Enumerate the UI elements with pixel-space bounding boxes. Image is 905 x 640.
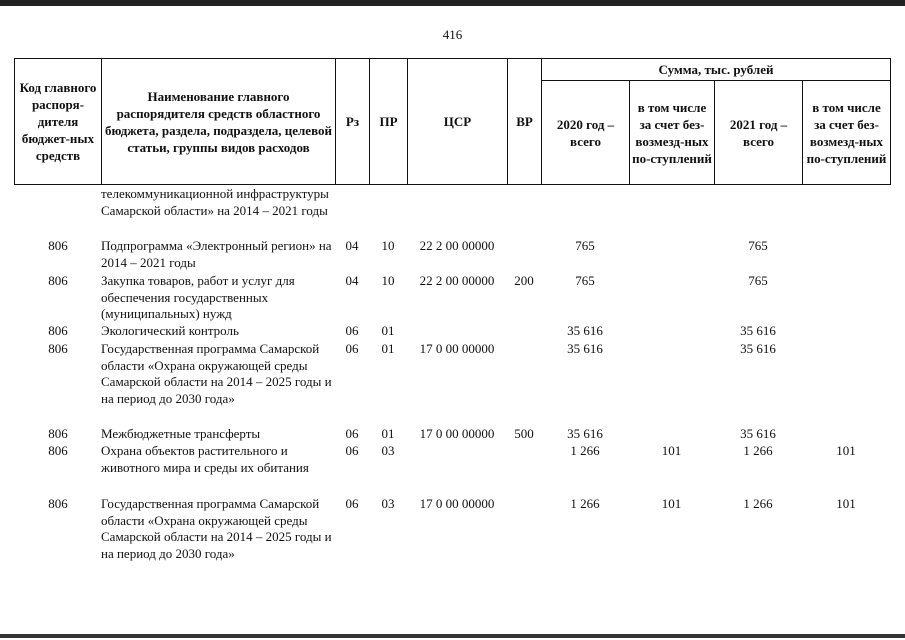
cell-free-2021: 101 — [836, 443, 856, 458]
cell-rz: 04 — [345, 238, 359, 253]
cell-code: 806 — [48, 238, 68, 253]
scan-edge-bottom — [0, 634, 905, 638]
cell-code: 806 — [48, 496, 68, 511]
table-row — [0, 273, 905, 323]
header-2020-total: 2020 год – всего — [542, 81, 630, 185]
cell-sum-2020: 765 — [575, 273, 595, 288]
cell-name: Подпрограмма «Электронный регион» на 2014 – 2021 годы — [101, 238, 332, 270]
header-rz: Рз — [336, 59, 370, 185]
table-row — [0, 341, 905, 426]
cell-code: 806 — [48, 443, 68, 458]
scan-edge-top — [0, 0, 905, 6]
cell-sum-2020: 765 — [575, 238, 595, 253]
table-row — [0, 443, 905, 496]
cell-code: 806 — [48, 341, 68, 356]
cell-vr: 200 — [514, 273, 534, 288]
cell-name: Межбюджетные трансферты — [101, 426, 261, 441]
cell-sum-2020: 1 266 — [570, 496, 600, 511]
cell-code: 806 — [48, 426, 68, 441]
cell-sum-2021: 1 266 — [743, 496, 773, 511]
cell-rz: 04 — [345, 273, 359, 288]
cell-name: Государственная программа Самарской области «Охрана окружающей среды Самарской области на 2014 – 2025 годы и на период до 2030 года» — [101, 341, 332, 406]
header-2020-free: в том числе за счет без-возмезд-ных по-ступлений — [630, 81, 715, 185]
header-vr: ВР — [508, 59, 542, 185]
cell-name: Экологический контроль — [101, 323, 239, 338]
cell-name: Государственная программа Самарской области «Охрана окружающей среды Самарской области на 2014 – 2025 годы и на период до 2030 года» — [101, 496, 332, 561]
cell-free-2020: 101 — [661, 496, 682, 511]
cell-sum-2020: 35 616 — [567, 426, 603, 441]
cell-free-2020: 101 — [661, 443, 682, 458]
cell-free-2021: 101 — [836, 496, 856, 511]
table-body — [0, 186, 905, 581]
cell-csr: 17 0 00 00000 — [419, 341, 495, 356]
cell-sum-2021: 765 — [748, 238, 768, 253]
table-row — [0, 186, 905, 238]
header-csr: ЦСР — [408, 59, 508, 185]
table-row — [0, 496, 905, 581]
cell-pr: 10 — [381, 273, 395, 288]
cell-pr: 03 — [381, 496, 395, 511]
cell-name: Охрана объектов растительного и животного мира и среды их обитания — [101, 443, 309, 475]
header-name: Наименование главного распорядителя средств областного бюджета, раздела, подраздела, целевой статьи, группы видов расходов — [102, 59, 336, 185]
page-number: 416 — [442, 27, 463, 42]
table-header — [14, 58, 891, 185]
cell-csr: 17 0 00 00000 — [419, 496, 495, 511]
cell-sum-2021: 1 266 — [743, 443, 773, 458]
table-row — [0, 426, 905, 443]
cell-sum-2021: 35 616 — [740, 426, 776, 441]
cell-name: телекоммуникационной инфраструктуры Самарской области» на 2014 – 2021 годы — [101, 186, 329, 218]
cell-csr: 22 2 00 00000 — [419, 238, 495, 253]
cell-pr: 10 — [381, 238, 395, 253]
cell-sum-2021: 35 616 — [740, 323, 776, 338]
cell-rz: 06 — [345, 443, 359, 458]
cell-pr: 03 — [381, 443, 395, 458]
cell-code: 806 — [48, 273, 68, 288]
header-pr: ПР — [370, 59, 408, 185]
cell-sum-2020: 35 616 — [567, 341, 603, 356]
table-row — [0, 238, 905, 273]
cell-pr: 01 — [381, 341, 395, 356]
header-code: Код главного распоря-дителя бюджет-ных средств — [15, 59, 102, 185]
cell-rz: 06 — [345, 323, 359, 338]
cell-rz: 06 — [345, 496, 359, 511]
cell-pr: 01 — [381, 323, 395, 338]
cell-csr: 17 0 00 00000 — [419, 426, 495, 441]
cell-rz: 06 — [345, 341, 359, 356]
cell-csr: 22 2 00 00000 — [419, 273, 495, 288]
cell-sum-2020: 35 616 — [567, 323, 603, 338]
cell-sum-2021: 765 — [748, 273, 768, 288]
cell-sum-2020: 1 266 — [570, 443, 600, 458]
table-row — [0, 323, 905, 341]
cell-code: 806 — [48, 323, 68, 338]
header-2021-free: в том числе за счет без-возмезд-ных по-ступлений — [803, 81, 891, 185]
cell-vr: 500 — [514, 426, 534, 441]
cell-pr: 01 — [381, 426, 395, 441]
cell-rz: 06 — [345, 426, 359, 441]
header-2021-total: 2021 год – всего — [715, 81, 803, 185]
cell-name: Закупка товаров, работ и услуг для обеспечения государственных (муниципальных) нужд — [101, 273, 295, 321]
cell-sum-2021: 35 616 — [740, 341, 776, 356]
header-sum: Сумма, тыс. рублей — [542, 59, 891, 81]
